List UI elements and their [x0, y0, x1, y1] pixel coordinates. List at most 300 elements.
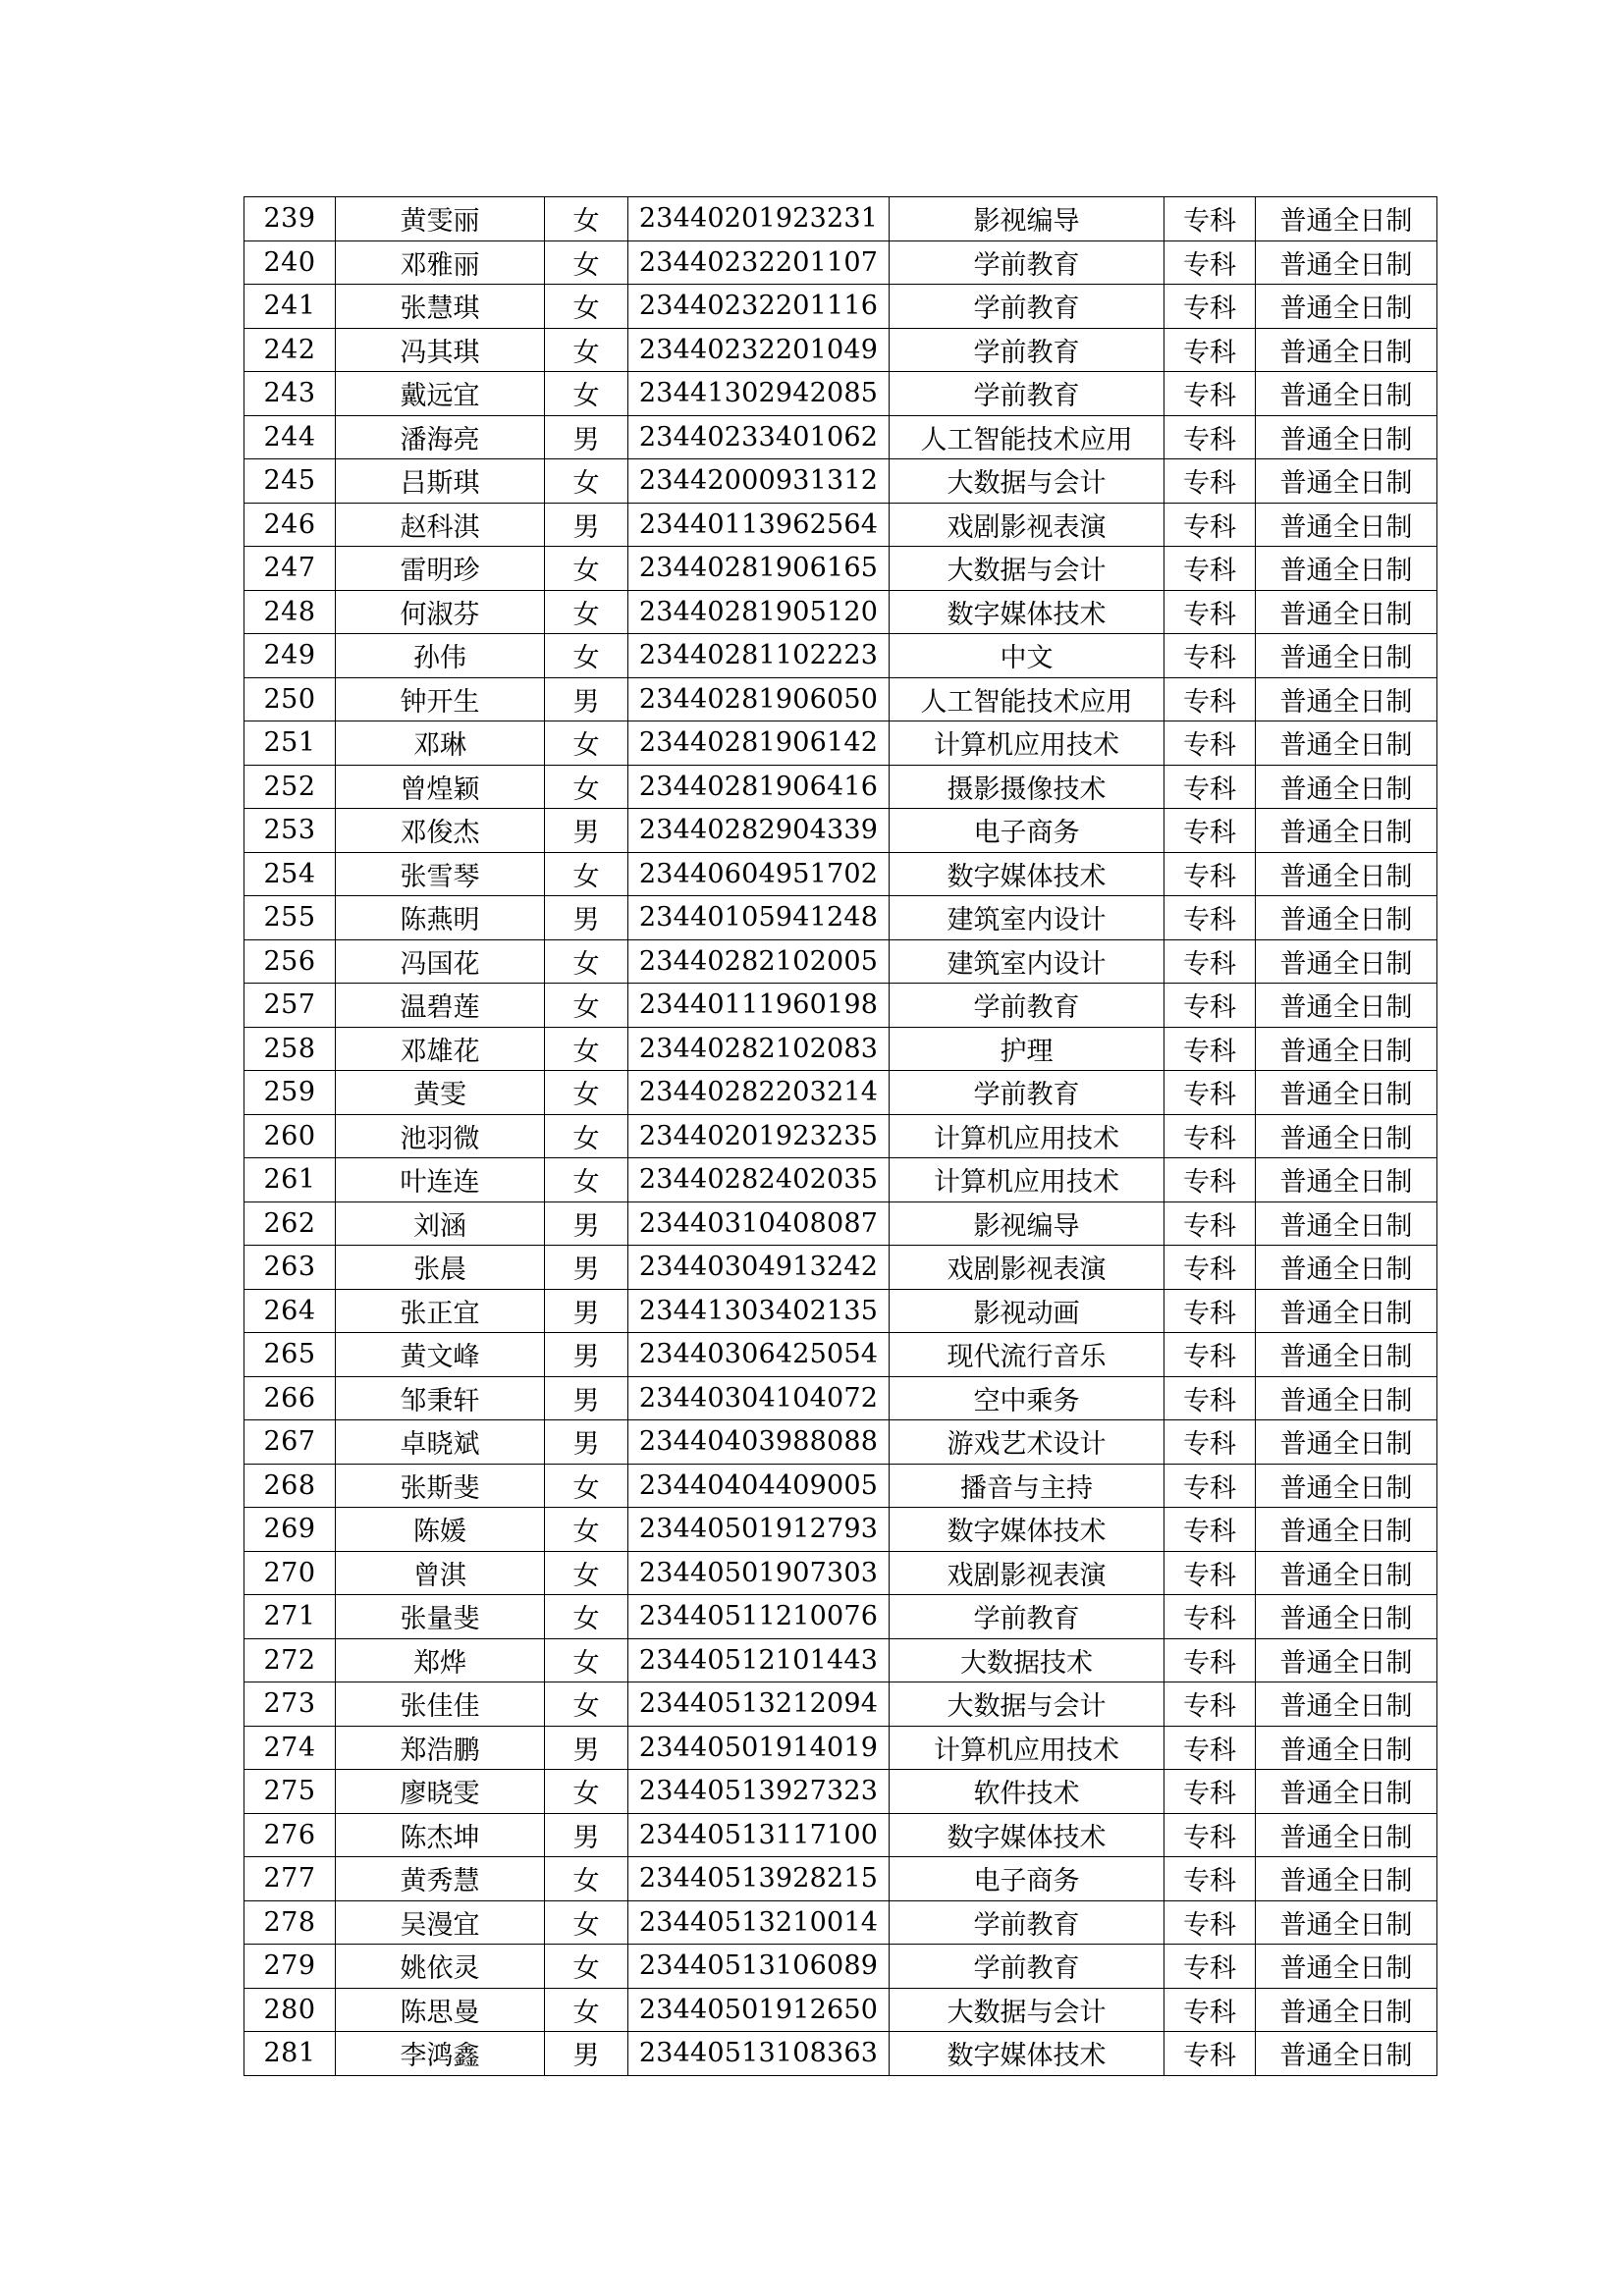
major-cell: 计算机应用技术 [890, 1158, 1164, 1202]
serial-number-cell: 258 [244, 1027, 336, 1071]
major-cell: 学前教育 [890, 1071, 1164, 1115]
gender-cell: 女 [545, 328, 628, 372]
gender-cell: 女 [545, 1682, 628, 1727]
name-cell: 黄雯 [336, 1071, 545, 1115]
name-cell: 郑浩鹏 [336, 1726, 545, 1770]
gender-cell: 男 [545, 896, 628, 940]
study-mode-cell: 普通全日制 [1256, 1464, 1437, 1508]
level-cell: 专科 [1164, 547, 1256, 591]
name-cell: 赵科淇 [336, 503, 545, 547]
level-cell: 专科 [1164, 1638, 1256, 1682]
serial-number-cell: 245 [244, 459, 336, 504]
level-cell: 专科 [1164, 634, 1256, 678]
study-mode-cell: 普通全日制 [1256, 721, 1437, 766]
study-mode-cell: 普通全日制 [1256, 765, 1437, 809]
serial-number-cell: 244 [244, 415, 336, 459]
major-cell: 大数据与会计 [890, 547, 1164, 591]
level-cell: 专科 [1164, 328, 1256, 372]
level-cell: 专科 [1164, 1551, 1256, 1595]
exam-id-cell: 23440233401062 [628, 415, 890, 459]
major-cell: 人工智能技术应用 [890, 677, 1164, 721]
major-cell: 大数据与会计 [890, 1682, 1164, 1727]
level-cell: 专科 [1164, 984, 1256, 1028]
exam-id-cell: 23440113962564 [628, 503, 890, 547]
table-row [244, 1289, 1437, 1333]
gender-cell: 女 [545, 1988, 628, 2032]
gender-cell: 女 [545, 984, 628, 1028]
roster-body [244, 197, 1437, 2076]
major-cell: 数字媒体技术 [890, 1508, 1164, 1552]
study-mode-cell: 普通全日制 [1256, 896, 1437, 940]
table-row [244, 939, 1437, 984]
table-row [244, 1376, 1437, 1420]
table-row [244, 852, 1437, 896]
exam-id-cell: 23440511210076 [628, 1595, 890, 1639]
serial-number-cell: 255 [244, 896, 336, 940]
serial-number-cell: 247 [244, 547, 336, 591]
table-row [244, 1551, 1437, 1595]
study-mode-cell: 普通全日制 [1256, 1813, 1437, 1857]
name-cell: 曾淇 [336, 1551, 545, 1595]
gender-cell: 男 [545, 1420, 628, 1465]
gender-cell: 女 [545, 721, 628, 766]
study-mode-cell: 普通全日制 [1256, 590, 1437, 634]
study-mode-cell: 普通全日制 [1256, 1027, 1437, 1071]
major-cell: 影视动画 [890, 1289, 1164, 1333]
major-cell: 建筑室内设计 [890, 896, 1164, 940]
major-cell: 中文 [890, 634, 1164, 678]
gender-cell: 女 [545, 852, 628, 896]
table-row [244, 634, 1437, 678]
name-cell: 廖晓雯 [336, 1770, 545, 1814]
table-row [244, 503, 1437, 547]
major-cell: 学前教育 [890, 1595, 1164, 1639]
major-cell: 戏剧影视表演 [890, 503, 1164, 547]
name-cell: 何淑芬 [336, 590, 545, 634]
study-mode-cell: 普通全日制 [1256, 984, 1437, 1028]
table-row [244, 1900, 1437, 1945]
table-row [244, 1988, 1437, 2032]
major-cell: 学前教育 [890, 1945, 1164, 1989]
table-row [244, 1508, 1437, 1552]
table-row [244, 1770, 1437, 1814]
major-cell: 计算机应用技术 [890, 1114, 1164, 1158]
name-cell: 张量斐 [336, 1595, 545, 1639]
exam-id-cell: 23440501912793 [628, 1508, 890, 1552]
serial-number-cell: 242 [244, 328, 336, 372]
major-cell: 护理 [890, 1027, 1164, 1071]
study-mode-cell: 普通全日制 [1256, 285, 1437, 329]
serial-number-cell: 279 [244, 1945, 336, 1989]
study-mode-cell: 普通全日制 [1256, 1201, 1437, 1246]
major-cell: 学前教育 [890, 285, 1164, 329]
major-cell: 戏剧影视表演 [890, 1551, 1164, 1595]
gender-cell: 男 [545, 2032, 628, 2076]
table-row [244, 1420, 1437, 1465]
serial-number-cell: 249 [244, 634, 336, 678]
serial-number-cell: 274 [244, 1726, 336, 1770]
name-cell: 黄雯丽 [336, 197, 545, 241]
study-mode-cell: 普通全日制 [1256, 634, 1437, 678]
exam-id-cell: 23440282402035 [628, 1158, 890, 1202]
study-mode-cell: 普通全日制 [1256, 1551, 1437, 1595]
exam-id-cell: 23440513927323 [628, 1770, 890, 1814]
level-cell: 专科 [1164, 1988, 1256, 2032]
study-mode-cell: 普通全日制 [1256, 852, 1437, 896]
major-cell: 影视编导 [890, 1201, 1164, 1246]
name-cell: 钟开生 [336, 677, 545, 721]
exam-id-cell: 23440513928215 [628, 1857, 890, 1901]
table-row [244, 547, 1437, 591]
table-row [244, 765, 1437, 809]
serial-number-cell: 273 [244, 1682, 336, 1727]
name-cell: 姚依灵 [336, 1945, 545, 1989]
level-cell: 专科 [1164, 1813, 1256, 1857]
table-row [244, 1027, 1437, 1071]
serial-number-cell: 275 [244, 1770, 336, 1814]
exam-id-cell: 23440232201107 [628, 240, 890, 285]
name-cell: 陈媛 [336, 1508, 545, 1552]
gender-cell: 女 [545, 547, 628, 591]
serial-number-cell: 253 [244, 809, 336, 853]
study-mode-cell: 普通全日制 [1256, 1857, 1437, 1901]
gender-cell: 女 [545, 459, 628, 504]
name-cell: 邓琳 [336, 721, 545, 766]
study-mode-cell: 普通全日制 [1256, 1289, 1437, 1333]
level-cell: 专科 [1164, 1857, 1256, 1901]
level-cell: 专科 [1164, 852, 1256, 896]
table-row [244, 1682, 1437, 1727]
serial-number-cell: 270 [244, 1551, 336, 1595]
gender-cell: 男 [545, 809, 628, 853]
table-row [244, 984, 1437, 1028]
gender-cell: 男 [545, 1813, 628, 1857]
exam-id-cell: 23440604951702 [628, 852, 890, 896]
level-cell: 专科 [1164, 1464, 1256, 1508]
exam-id-cell: 23440512101443 [628, 1638, 890, 1682]
exam-id-cell: 23441302942085 [628, 372, 890, 416]
gender-cell: 女 [545, 634, 628, 678]
study-mode-cell: 普通全日制 [1256, 1945, 1437, 1989]
name-cell: 李鸿鑫 [336, 2032, 545, 2076]
serial-number-cell: 278 [244, 1900, 336, 1945]
table-row [244, 1158, 1437, 1202]
name-cell: 邹秉轩 [336, 1376, 545, 1420]
student-roster-table [244, 196, 1437, 2076]
major-cell: 摄影摄像技术 [890, 765, 1164, 809]
name-cell: 黄文峰 [336, 1333, 545, 1377]
gender-cell: 男 [545, 1333, 628, 1377]
exam-id-cell: 23440513117100 [628, 1813, 890, 1857]
serial-number-cell: 269 [244, 1508, 336, 1552]
study-mode-cell: 普通全日制 [1256, 372, 1437, 416]
major-cell: 数字媒体技术 [890, 1813, 1164, 1857]
gender-cell: 女 [545, 1114, 628, 1158]
level-cell: 专科 [1164, 1945, 1256, 1989]
exam-id-cell: 23440501912650 [628, 1988, 890, 2032]
name-cell: 邓雅丽 [336, 240, 545, 285]
exam-id-cell: 23440282904339 [628, 809, 890, 853]
table-row [244, 1638, 1437, 1682]
study-mode-cell: 普通全日制 [1256, 1595, 1437, 1639]
major-cell: 戏剧影视表演 [890, 1246, 1164, 1290]
level-cell: 专科 [1164, 1508, 1256, 1552]
study-mode-cell: 普通全日制 [1256, 1333, 1437, 1377]
gender-cell: 女 [545, 1945, 628, 1989]
exam-id-cell: 23440232201116 [628, 285, 890, 329]
major-cell: 电子商务 [890, 809, 1164, 853]
serial-number-cell: 259 [244, 1071, 336, 1115]
exam-id-cell: 23440304913242 [628, 1246, 890, 1290]
major-cell: 数字媒体技术 [890, 590, 1164, 634]
table-row [244, 197, 1437, 241]
name-cell: 陈思曼 [336, 1988, 545, 2032]
gender-cell: 女 [545, 1508, 628, 1552]
exam-id-cell: 23440282203214 [628, 1071, 890, 1115]
major-cell: 播音与主持 [890, 1464, 1164, 1508]
exam-id-cell: 23440304104072 [628, 1376, 890, 1420]
serial-number-cell: 248 [244, 590, 336, 634]
gender-cell: 男 [545, 1726, 628, 1770]
gender-cell: 女 [545, 939, 628, 984]
exam-id-cell: 23440513108363 [628, 2032, 890, 2076]
gender-cell: 女 [545, 1071, 628, 1115]
major-cell: 大数据技术 [890, 1638, 1164, 1682]
study-mode-cell: 普通全日制 [1256, 2032, 1437, 2076]
study-mode-cell: 普通全日制 [1256, 1682, 1437, 1727]
gender-cell: 女 [545, 765, 628, 809]
table-row [244, 1945, 1437, 1989]
serial-number-cell: 261 [244, 1158, 336, 1202]
gender-cell: 女 [545, 1595, 628, 1639]
major-cell: 大数据与会计 [890, 459, 1164, 504]
level-cell: 专科 [1164, 809, 1256, 853]
gender-cell: 女 [545, 372, 628, 416]
table-row [244, 1726, 1437, 1770]
level-cell: 专科 [1164, 1420, 1256, 1465]
level-cell: 专科 [1164, 1114, 1256, 1158]
major-cell: 学前教育 [890, 240, 1164, 285]
level-cell: 专科 [1164, 1333, 1256, 1377]
study-mode-cell: 普通全日制 [1256, 1420, 1437, 1465]
serial-number-cell: 281 [244, 2032, 336, 2076]
table-row [244, 1246, 1437, 1290]
serial-number-cell: 268 [244, 1464, 336, 1508]
gender-cell: 男 [545, 1376, 628, 1420]
name-cell: 张雪琴 [336, 852, 545, 896]
exam-id-cell: 23440201923231 [628, 197, 890, 241]
level-cell: 专科 [1164, 1770, 1256, 1814]
level-cell: 专科 [1164, 721, 1256, 766]
table-row [244, 1595, 1437, 1639]
study-mode-cell: 普通全日制 [1256, 1900, 1437, 1945]
level-cell: 专科 [1164, 372, 1256, 416]
exam-id-cell: 23440404409005 [628, 1464, 890, 1508]
exam-id-cell: 23440281906050 [628, 677, 890, 721]
name-cell: 卓晓斌 [336, 1420, 545, 1465]
exam-id-cell: 23440513106089 [628, 1945, 890, 1989]
table-row [244, 1114, 1437, 1158]
study-mode-cell: 普通全日制 [1256, 1638, 1437, 1682]
table-row [244, 2032, 1437, 2076]
name-cell: 冯国花 [336, 939, 545, 984]
table-row [244, 896, 1437, 940]
exam-id-cell: 23440281905120 [628, 590, 890, 634]
table-row [244, 1071, 1437, 1115]
major-cell: 建筑室内设计 [890, 939, 1164, 984]
name-cell: 潘海亮 [336, 415, 545, 459]
name-cell: 黄秀慧 [336, 1857, 545, 1901]
study-mode-cell: 普通全日制 [1256, 415, 1437, 459]
name-cell: 刘涵 [336, 1201, 545, 1246]
serial-number-cell: 272 [244, 1638, 336, 1682]
study-mode-cell: 普通全日制 [1256, 547, 1437, 591]
gender-cell: 女 [545, 1770, 628, 1814]
gender-cell: 女 [545, 1638, 628, 1682]
gender-cell: 女 [545, 240, 628, 285]
serial-number-cell: 276 [244, 1813, 336, 1857]
level-cell: 专科 [1164, 765, 1256, 809]
study-mode-cell: 普通全日制 [1256, 459, 1437, 504]
gender-cell: 女 [545, 1027, 628, 1071]
level-cell: 专科 [1164, 459, 1256, 504]
serial-number-cell: 250 [244, 677, 336, 721]
name-cell: 池羽微 [336, 1114, 545, 1158]
name-cell: 孙伟 [336, 634, 545, 678]
gender-cell: 女 [545, 285, 628, 329]
exam-id-cell: 23440105941248 [628, 896, 890, 940]
study-mode-cell: 普通全日制 [1256, 1114, 1437, 1158]
name-cell: 陈燕明 [336, 896, 545, 940]
gender-cell: 女 [545, 1857, 628, 1901]
major-cell: 影视编导 [890, 197, 1164, 241]
serial-number-cell: 264 [244, 1289, 336, 1333]
table-row [244, 1464, 1437, 1508]
table-row [244, 240, 1437, 285]
exam-id-cell: 23440310408087 [628, 1201, 890, 1246]
table-row [244, 721, 1437, 766]
table-row [244, 459, 1437, 504]
gender-cell: 女 [545, 197, 628, 241]
serial-number-cell: 243 [244, 372, 336, 416]
serial-number-cell: 262 [244, 1201, 336, 1246]
exam-id-cell: 23440281102223 [628, 634, 890, 678]
exam-id-cell: 23440513210014 [628, 1900, 890, 1945]
major-cell: 计算机应用技术 [890, 721, 1164, 766]
exam-id-cell: 23440111960198 [628, 984, 890, 1028]
study-mode-cell: 普通全日制 [1256, 503, 1437, 547]
gender-cell: 男 [545, 1289, 628, 1333]
major-cell: 学前教育 [890, 328, 1164, 372]
exam-id-cell: 23440232201049 [628, 328, 890, 372]
major-cell: 软件技术 [890, 1770, 1164, 1814]
major-cell: 空中乘务 [890, 1376, 1164, 1420]
gender-cell: 男 [545, 415, 628, 459]
level-cell: 专科 [1164, 1289, 1256, 1333]
name-cell: 陈杰坤 [336, 1813, 545, 1857]
level-cell: 专科 [1164, 590, 1256, 634]
table-row [244, 1813, 1437, 1857]
name-cell: 戴远宜 [336, 372, 545, 416]
exam-id-cell: 23440282102005 [628, 939, 890, 984]
major-cell: 现代流行音乐 [890, 1333, 1164, 1377]
study-mode-cell: 普通全日制 [1256, 939, 1437, 984]
major-cell: 游戏艺术设计 [890, 1420, 1164, 1465]
name-cell: 张慧琪 [336, 285, 545, 329]
study-mode-cell: 普通全日制 [1256, 1508, 1437, 1552]
exam-id-cell: 23440281906165 [628, 547, 890, 591]
name-cell: 邓雄花 [336, 1027, 545, 1071]
serial-number-cell: 252 [244, 765, 336, 809]
name-cell: 张正宜 [336, 1289, 545, 1333]
level-cell: 专科 [1164, 1246, 1256, 1290]
gender-cell: 男 [545, 1201, 628, 1246]
table-row [244, 590, 1437, 634]
name-cell: 雷明珍 [336, 547, 545, 591]
name-cell: 郑烨 [336, 1638, 545, 1682]
serial-number-cell: 254 [244, 852, 336, 896]
level-cell: 专科 [1164, 677, 1256, 721]
study-mode-cell: 普通全日制 [1256, 1071, 1437, 1115]
serial-number-cell: 239 [244, 197, 336, 241]
level-cell: 专科 [1164, 1376, 1256, 1420]
study-mode-cell: 普通全日制 [1256, 677, 1437, 721]
name-cell: 温碧莲 [336, 984, 545, 1028]
study-mode-cell: 普通全日制 [1256, 328, 1437, 372]
name-cell: 吕斯琪 [336, 459, 545, 504]
serial-number-cell: 256 [244, 939, 336, 984]
serial-number-cell: 241 [244, 285, 336, 329]
major-cell: 数字媒体技术 [890, 2032, 1164, 2076]
gender-cell: 女 [545, 1464, 628, 1508]
exam-id-cell: 23440403988088 [628, 1420, 890, 1465]
study-mode-cell: 普通全日制 [1256, 1376, 1437, 1420]
name-cell: 张佳佳 [336, 1682, 545, 1727]
table-row [244, 415, 1437, 459]
major-cell: 学前教育 [890, 984, 1164, 1028]
gender-cell: 女 [545, 1551, 628, 1595]
table-row [244, 1857, 1437, 1901]
name-cell: 张斯斐 [336, 1464, 545, 1508]
serial-number-cell: 271 [244, 1595, 336, 1639]
serial-number-cell: 246 [244, 503, 336, 547]
table-row [244, 372, 1437, 416]
exam-id-cell: 23440501907303 [628, 1551, 890, 1595]
serial-number-cell: 266 [244, 1376, 336, 1420]
study-mode-cell: 普通全日制 [1256, 1770, 1437, 1814]
exam-id-cell: 23440201923235 [628, 1114, 890, 1158]
study-mode-cell: 普通全日制 [1256, 197, 1437, 241]
level-cell: 专科 [1164, 1071, 1256, 1115]
exam-id-cell: 23440306425054 [628, 1333, 890, 1377]
gender-cell: 女 [545, 590, 628, 634]
exam-id-cell: 23441303402135 [628, 1289, 890, 1333]
study-mode-cell: 普通全日制 [1256, 1158, 1437, 1202]
level-cell: 专科 [1164, 896, 1256, 940]
name-cell: 冯其琪 [336, 328, 545, 372]
study-mode-cell: 普通全日制 [1256, 809, 1437, 853]
exam-id-cell: 23440281906416 [628, 765, 890, 809]
name-cell: 曾煌颖 [336, 765, 545, 809]
exam-id-cell: 23440281906142 [628, 721, 890, 766]
serial-number-cell: 257 [244, 984, 336, 1028]
level-cell: 专科 [1164, 503, 1256, 547]
gender-cell: 男 [545, 677, 628, 721]
level-cell: 专科 [1164, 240, 1256, 285]
gender-cell: 女 [545, 1900, 628, 1945]
major-cell: 数字媒体技术 [890, 852, 1164, 896]
level-cell: 专科 [1164, 1158, 1256, 1202]
